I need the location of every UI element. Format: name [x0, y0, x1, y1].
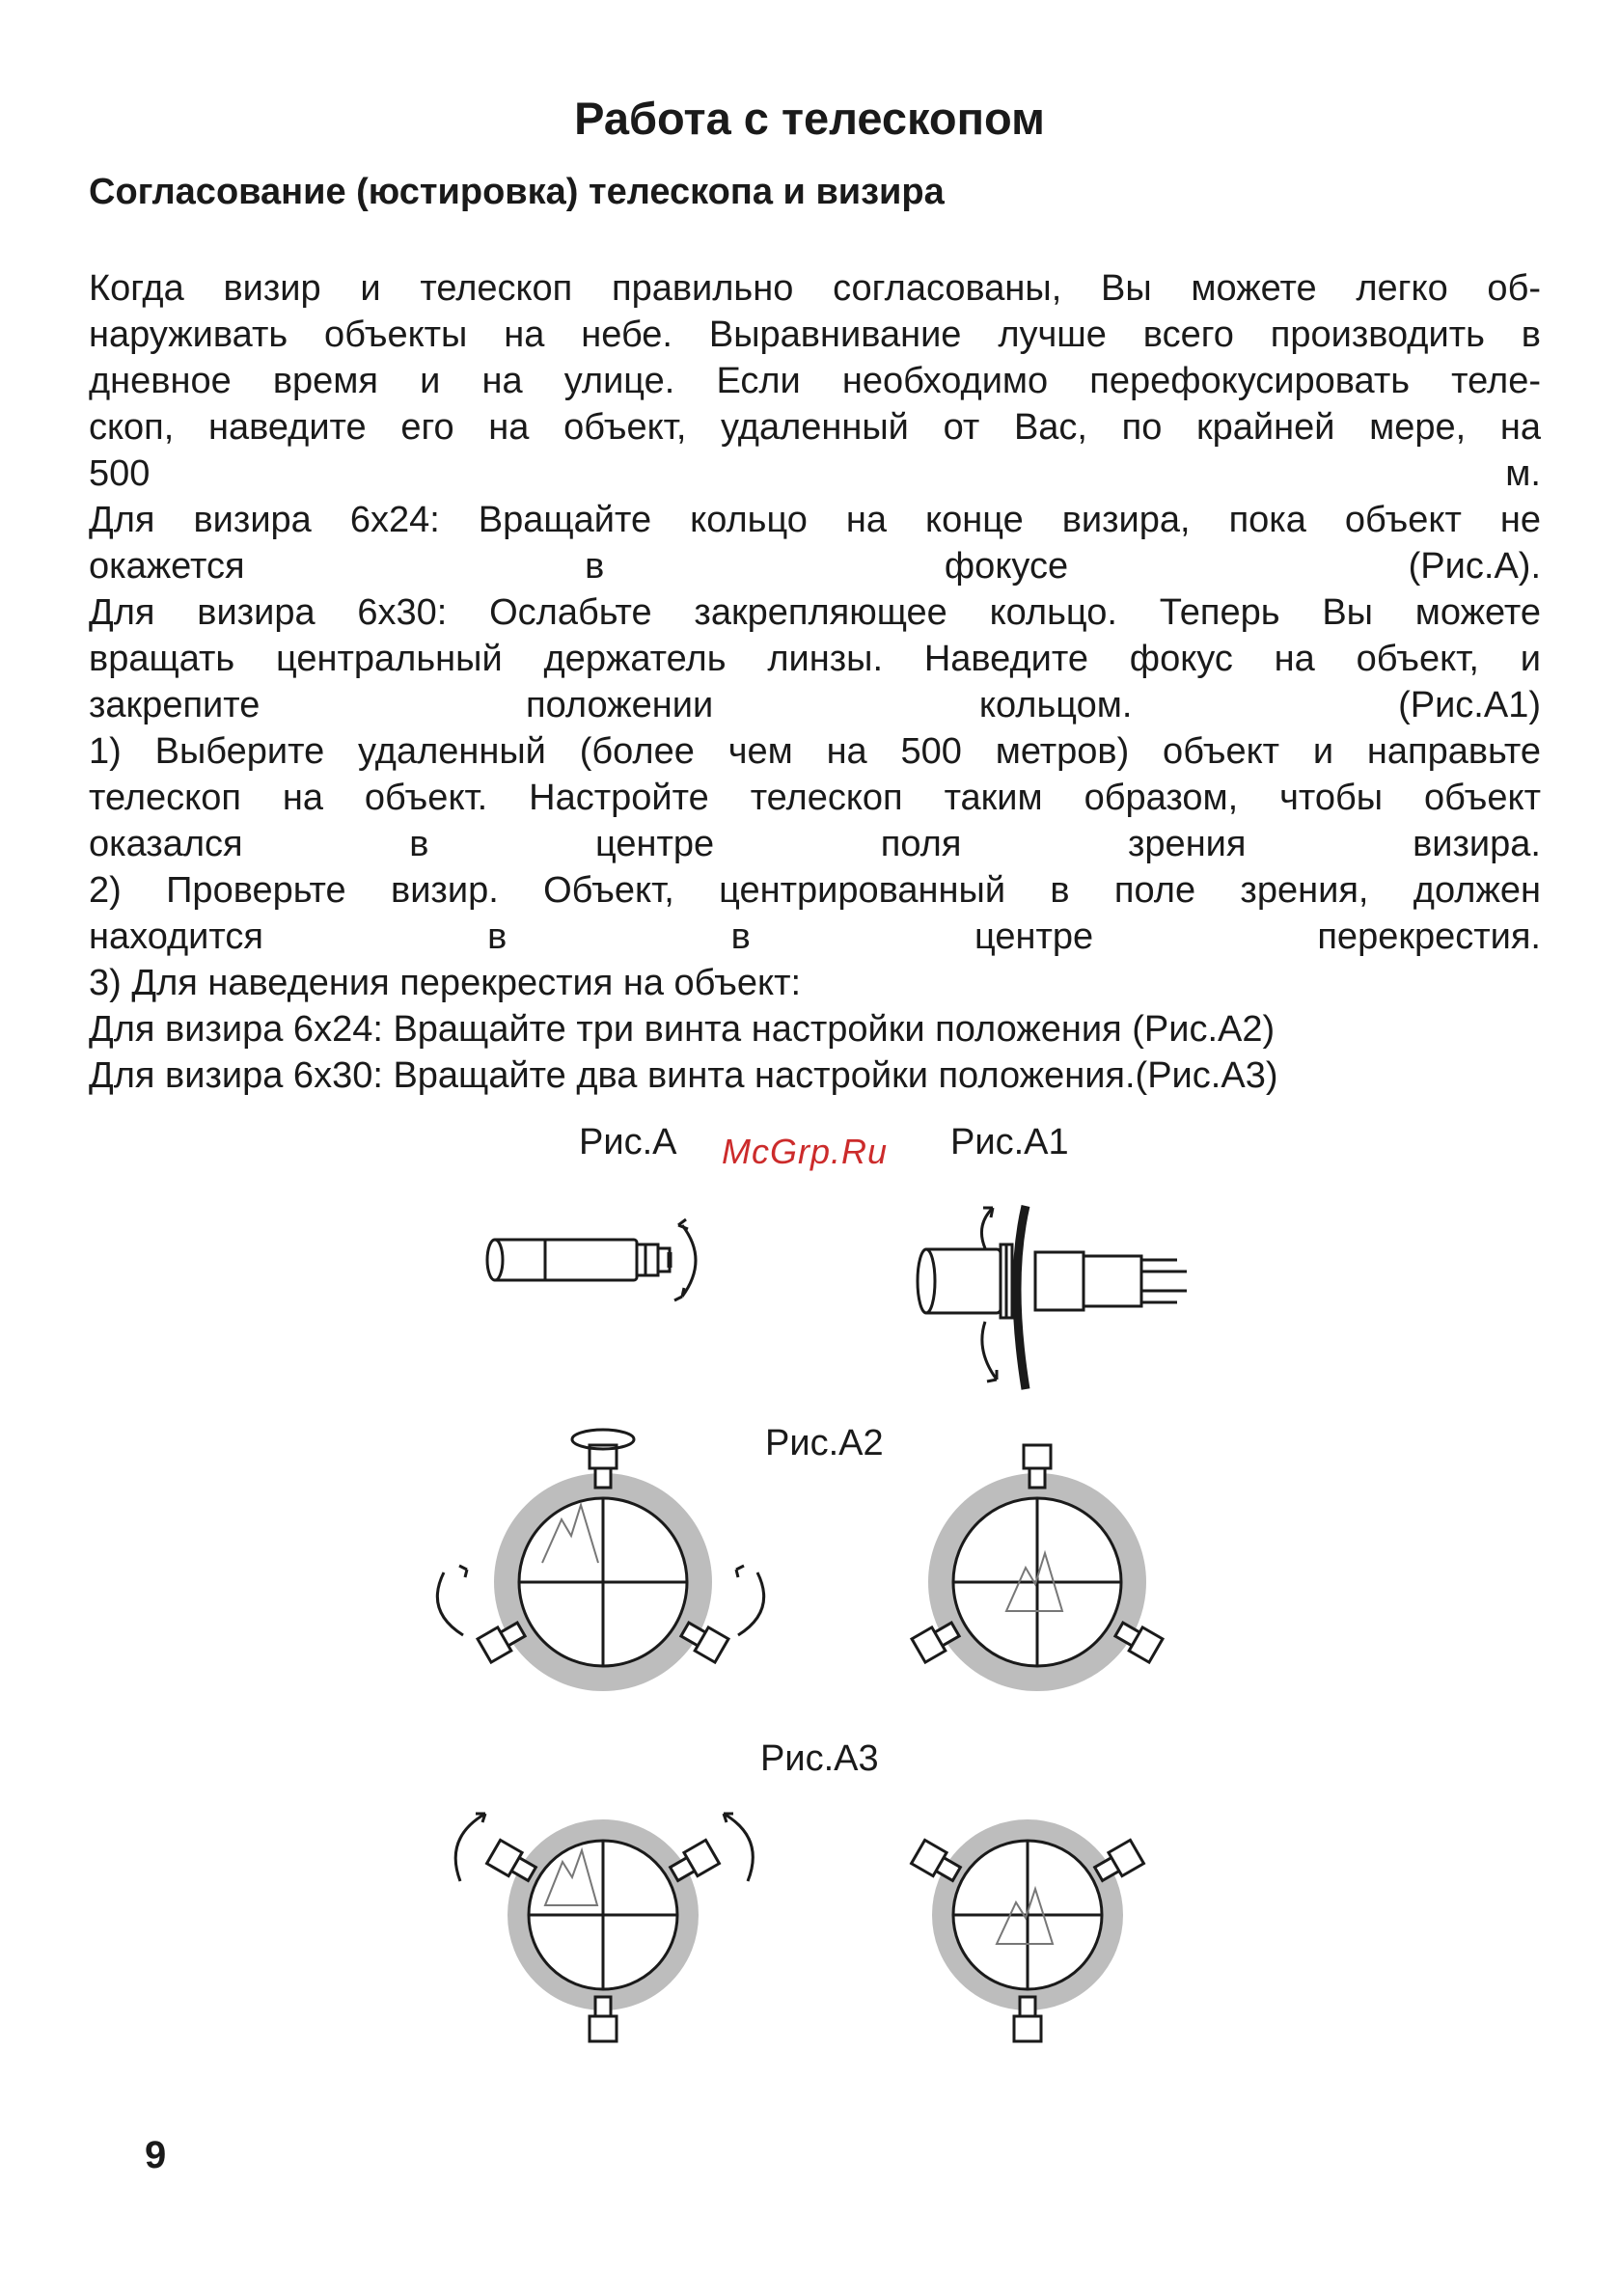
text-line: окажется в фокусе (Рис.А).: [89, 546, 1541, 587]
figure-a3-reticle-6x30-aligned: [892, 1794, 1182, 2093]
figure-a1-finder-6x30: [912, 1187, 1201, 1408]
text-line: вращать центральный держатель линзы. Наведите фокус на объект, и: [89, 639, 1541, 679]
paragraph-6x30-focus: [89, 589, 1541, 728]
page-title: Работа с телескопом: [574, 93, 1045, 144]
watermark: McGrp.Ru: [722, 1132, 889, 1171]
paragraph-intro: [89, 265, 1541, 497]
text-line: наруживать объекты на небе. Выравнивание лучше всего производить в: [89, 314, 1541, 355]
body-text: [89, 265, 1541, 1099]
paragraph-6x24-adjust: [89, 1006, 1541, 1052]
text-line: оказался в центре поля зрения визира.: [89, 824, 1541, 864]
text-line: телескоп на объект. Настройте телескоп таким образом, чтобы объект: [89, 778, 1541, 818]
paragraph-6x24-focus: [89, 497, 1541, 589]
figure-a2-reticle-6x24-adjusting: [425, 1428, 791, 1736]
text-line: дневное время и на улице. Если необходимо перефокусировать теле-: [89, 361, 1541, 401]
caption-fig-a1: Рис.А1: [950, 1122, 1069, 1162]
text-line: находится в в центре перекрестия.: [89, 916, 1541, 957]
page-number: 9: [145, 2134, 167, 2176]
text-line: Когда визир и телескоп правильно согласованы, Вы можете легко об-: [89, 268, 1541, 309]
text-line: скоп, наведите его на объект, удаленный от Вас, по крайней мере, на: [89, 407, 1541, 448]
text-line: Для визира 6x30: Вращайте два винта настройки положения.(Рис.А3): [89, 1055, 1278, 1096]
text-line: 1) Выберите удаленный (более чем на 500 метров) объект и направьте: [89, 731, 1541, 772]
figure-a-finder-6x24: [478, 1196, 728, 1331]
caption-fig-a3: Рис.А3: [760, 1738, 879, 1779]
text-line: Для визира 6x30: Ослабьте закрепляющее кольцо. Теперь Вы можете: [89, 592, 1541, 633]
text-line: Для визира 6x24: Вращайте кольцо на конце визира, пока объект не: [89, 500, 1541, 540]
text-line: Для визира 6x24: Вращайте три винта настройки положения (Рис.А2): [89, 1009, 1276, 1050]
figure-a2-reticle-6x24-aligned: [892, 1428, 1182, 1736]
figure-a3-reticle-6x30-adjusting: [439, 1794, 777, 2093]
text-line: 500 м.: [89, 453, 1541, 494]
caption-fig-a: Рис.А: [579, 1122, 677, 1162]
paragraph-step-1: [89, 728, 1541, 867]
text-line: закрепите положении кольцом. (Рис.А1): [89, 685, 1541, 725]
text-line: 3) Для наведения перекрестия на объект:: [89, 963, 802, 1003]
paragraph-6x30-adjust: [89, 1052, 1541, 1099]
paragraph-step-3: [89, 960, 1541, 1006]
caption-fig-a2: Рис.А2: [765, 1423, 884, 1463]
paragraph-step-2: [89, 867, 1541, 960]
text-line: 2) Проверьте визир. Объект, центрированный в поле зрения, должен: [89, 870, 1541, 911]
section-subheading: Согласование (юстировка) телескопа и визира: [89, 172, 945, 212]
